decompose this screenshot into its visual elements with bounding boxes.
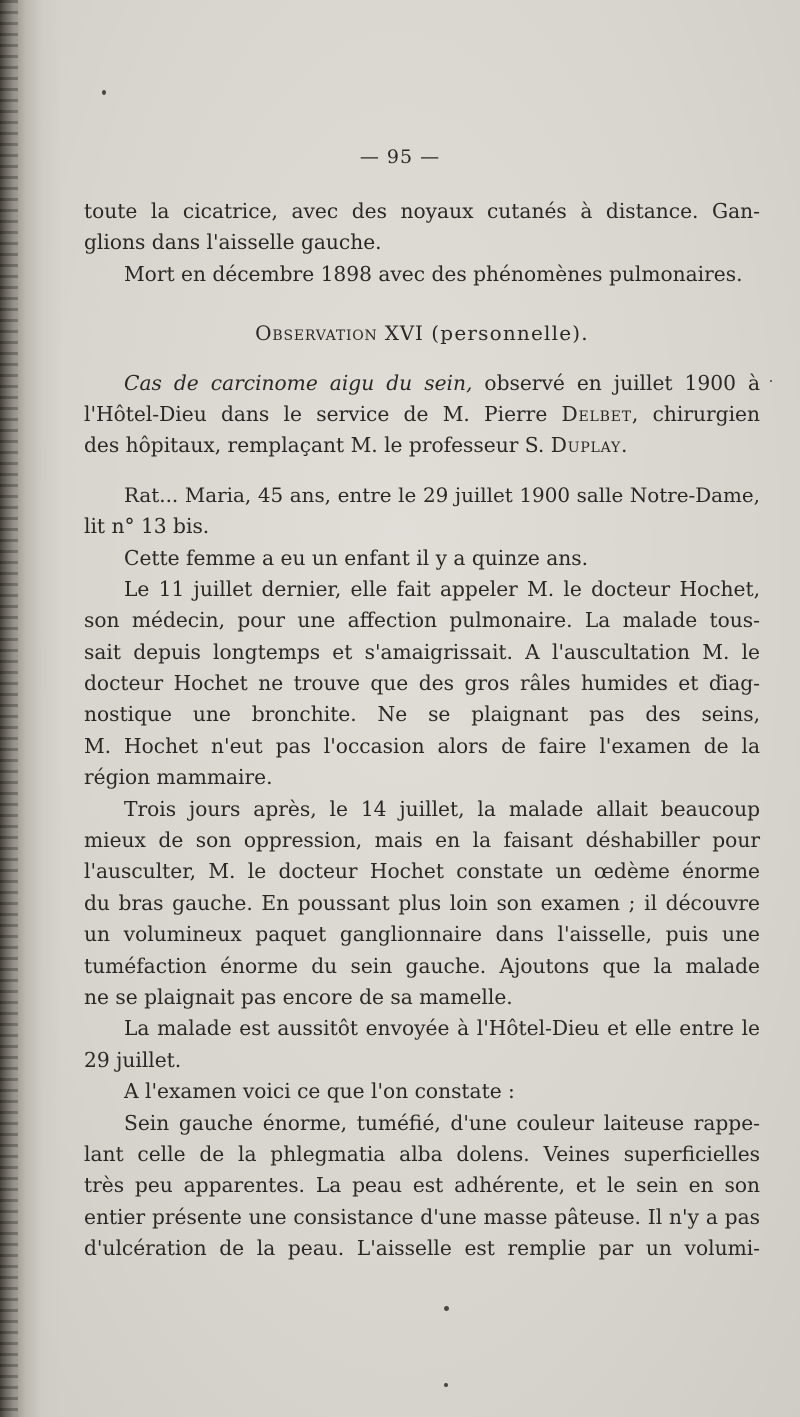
text-line: toute la cicatrice, avec des noyaux cutanés à distance. Gan-	[84, 199, 760, 223]
text-line: nostique une bronchite. Ne se plaignant pas des seins,	[84, 702, 760, 727]
text-line: ne se plaignait pas encore de sa mamelle.	[84, 984, 513, 1009]
binding-texture	[0, 0, 18, 1417]
spacer	[84, 350, 760, 368]
text-line: Rat... Maria, 45 ans, entre le 29 juillet 1900 salle Notre-Dame,	[124, 483, 760, 507]
text-line	[84, 368, 760, 399]
text-span: l'Hôtel-Dieu dans le service de M. Pierre	[84, 401, 562, 426]
text-line	[84, 399, 760, 430]
text-line: La malade est aussitôt envoyée à l'Hôtel-Dieu et elle entre le	[124, 1016, 760, 1041]
text-line: M. Hochet n'eut pas l'occasion alors de faire l'examen de la	[84, 733, 760, 758]
text-line: Le 11 juillet dernier, elle fait appeler M. le docteur Hochet,	[124, 576, 760, 601]
speck	[444, 1306, 449, 1311]
surgeon-name: Delbet	[561, 401, 632, 426]
text-line: Cette femme a eu un enfant il y a quinze ans.	[124, 545, 589, 570]
text-line	[84, 430, 760, 461]
page-number: — 95 —	[359, 146, 441, 168]
speck	[770, 380, 772, 382]
text-line: du bras gauche. En poussant plus loin son examen ; il découvre	[84, 890, 760, 915]
text-line: son médecin, pour une affection pulmonaire. La malade tous-	[84, 608, 760, 633]
text-line: docteur Hochet ne trouve que des gros râles humides et diag-	[84, 671, 760, 696]
speck	[102, 90, 106, 95]
observation-heading	[84, 318, 760, 349]
text-line: un volumineux paquet ganglionnaire dans l'aisselle, puis une	[84, 922, 760, 947]
text-line: tuméfaction énorme du sein gauche. Ajoutons que la malade	[84, 953, 760, 978]
text-line: région mammaire.	[84, 765, 273, 790]
text-span: observé en juillet 1900 à	[472, 370, 760, 395]
professor-name: Duplay	[550, 433, 622, 458]
text-span: .	[621, 433, 628, 458]
text-line: glions dans l'aisselle gauche.	[84, 230, 382, 255]
text-line: 29 juillet.	[84, 1047, 182, 1072]
text-line: sait depuis longtemps et s'amaigrissait. A l'auscultation M. le	[84, 639, 760, 664]
spacer	[84, 290, 760, 318]
text-line: Sein gauche énorme, tuméfié, d'une couleur laiteuse rappe-	[124, 1110, 760, 1135]
text-line: lit n° 13 bis.	[84, 514, 210, 539]
text-span: des hôpitaux, remplaçant M. le professeur S.	[84, 433, 551, 458]
observation-subtitle: (personnelle).	[423, 321, 589, 346]
text-line: l'ausculter, M. le docteur Hochet constate un œdème énorme	[84, 859, 760, 884]
text-line: A l'examen voici ce que l'on constate :	[124, 1079, 515, 1104]
text-line: lant celle de la phlegmatia alba dolens. Veines superficielles	[84, 1141, 760, 1166]
speck	[444, 1383, 448, 1387]
text-line: mieux de son oppression, mais en la faisant déshabiller pour	[84, 828, 760, 853]
observation-title: Observation XVI	[255, 321, 424, 346]
body-text	[84, 196, 760, 1265]
case-title: Cas de carcinome aigu du sein,	[124, 370, 473, 395]
text-line: très peu apparentes. La peau est adhérente, et le sein en son	[84, 1173, 760, 1198]
text-line: Mort en décembre 1898 avec des phénomènes pulmonaires.	[124, 261, 743, 286]
spacer	[84, 462, 760, 480]
text-line: entier présente une consistance d'une masse pâteuse. Il n'y a pas	[84, 1204, 760, 1229]
text-line: Trois jours après, le 14 juillet, la malade allait beaucoup	[124, 796, 760, 821]
text-line: d'ulcération de la peau. L'aisselle est remplie par un volumi-	[84, 1236, 760, 1261]
text-span: , chirurgien	[631, 401, 760, 426]
